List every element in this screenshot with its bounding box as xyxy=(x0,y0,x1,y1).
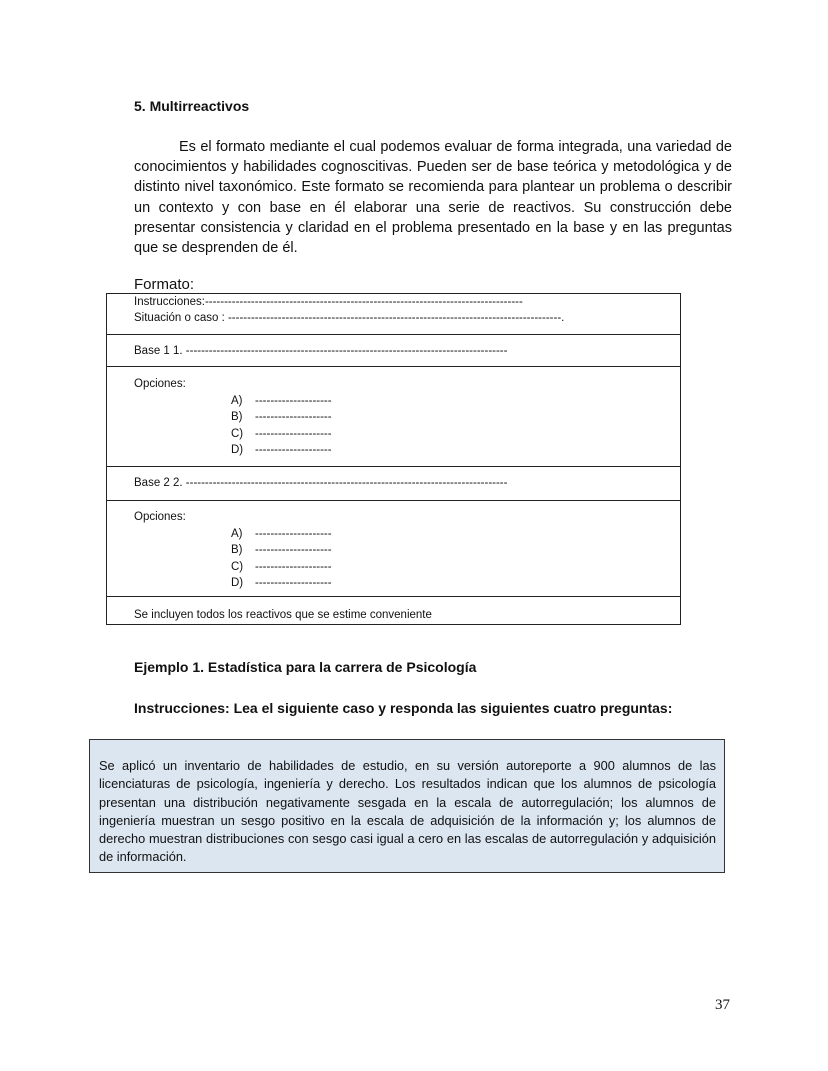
intro-paragraph: Es el formato mediante el cual podemos evaluar de forma integrada, una variedad de conocimientos y habilidades cognoscitivas. Pueden ser de base teórica y metodológica y de distinto nivel taxonómico. Este formato se recomienda para plantear un problema o describir un contexto y con base en él elaborar una serie de reactivos. Su construcción debe presentar consistencia y claridad en el problema presentado en la base y en las preguntas que se desprenden de él. xyxy=(134,139,732,257)
option-row: D) -------------------- xyxy=(231,577,332,589)
instructions-line: Instrucciones:----------------------------------------------------------------------------------- xyxy=(134,296,523,308)
option-row: D) -------------------- xyxy=(231,444,332,456)
option-row: B) -------------------- xyxy=(231,411,332,423)
example-title: Ejemplo 1. Estadística para la carrera de Psicología xyxy=(134,659,477,675)
format-footer-section xyxy=(107,597,680,625)
case-box xyxy=(89,739,725,873)
option-row: A) -------------------- xyxy=(231,395,332,407)
format-header-section xyxy=(107,294,680,335)
case-text: Se aplicó un inventario de habilidades de estudio, en su versión autoreporte a 900 alumnos de las licenciaturas de psicología, ingeniería y derecho. Los resultados indican que los alumnos de psicología presentan una distribución negativamente sesgada en la escala de autorregulación; los alumnos de ingeniería muestran un sesgo positivo en la escala de adquisición de la información y; los alumnos de derecho muestran distribuciones con sesgo casi igual a cero en las escalas de autorregulación y adquisición de información. xyxy=(99,758,716,865)
base1-section xyxy=(107,335,680,367)
option-row: C) -------------------- xyxy=(231,428,332,440)
options1-section xyxy=(107,367,680,467)
options2-section xyxy=(107,501,680,597)
options2-label: Opciones: xyxy=(134,511,186,523)
section-heading: 5. Multirreactivos xyxy=(134,98,250,114)
format-template-box xyxy=(106,293,681,625)
format-label: Formato: xyxy=(134,276,195,293)
base1-line: Base 1 1. ------------------------------------------------------------------------------------ xyxy=(134,345,508,357)
option-row: A) -------------------- xyxy=(231,528,332,540)
option-row: B) -------------------- xyxy=(231,544,332,556)
footer-line: Se incluyen todos los reactivos que se estime conveniente xyxy=(134,609,432,621)
page-number: 37 xyxy=(715,997,730,1013)
option-row: C) -------------------- xyxy=(231,561,332,573)
example-instructions: Instrucciones: Lea el siguiente caso y responda las siguientes cuatro preguntas: xyxy=(134,700,673,716)
base2-line: Base 2 2. ------------------------------------------------------------------------------------ xyxy=(134,477,508,489)
options1-label: Opciones: xyxy=(134,378,186,390)
base2-section xyxy=(107,467,680,501)
situation-line: Situación o caso : ---------------------------------------------------------------------------------------. xyxy=(134,312,565,324)
